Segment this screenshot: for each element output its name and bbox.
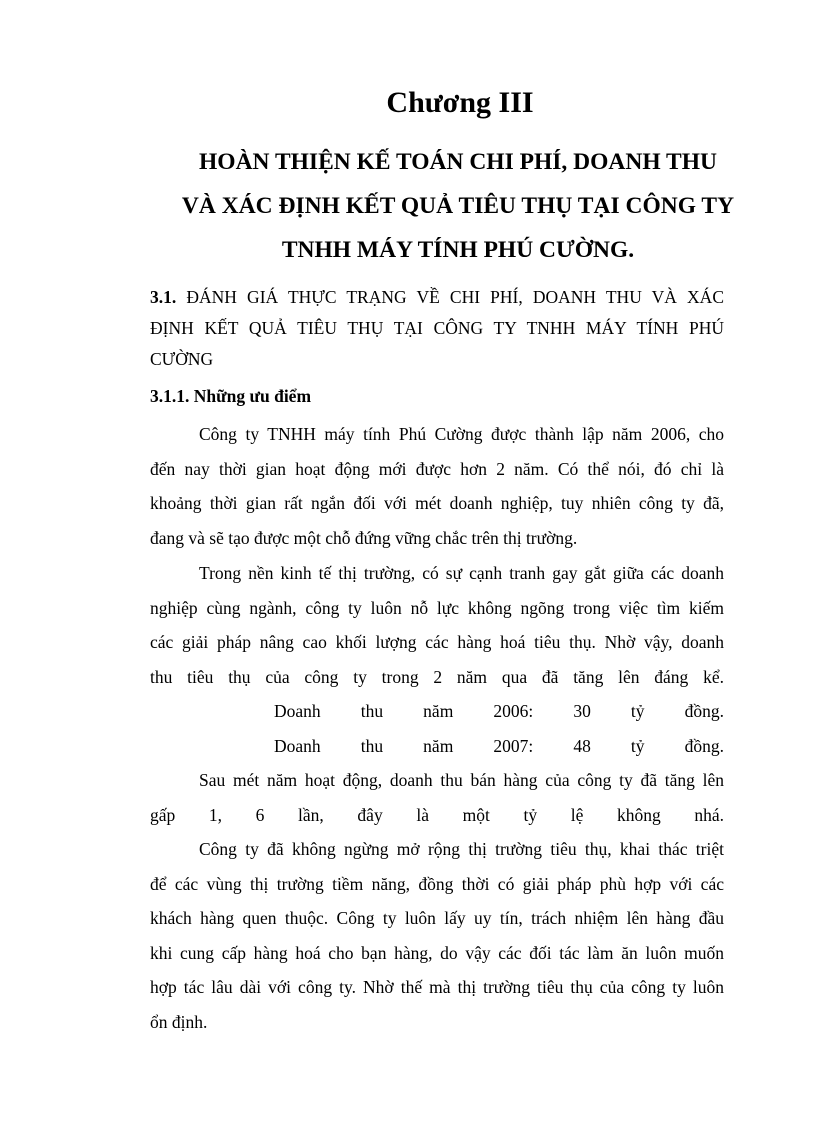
section-heading-line: ĐỊNH KẾT QUẢ TIÊU THỤ TẠI CÔNG TY TNHH MÁY TÍNH PHÚ <box>150 318 724 338</box>
text-line: Công ty TNHH máy tính Phú Cường được thành lập năm 2006, cho <box>199 424 724 444</box>
section-heading-line: CƯỜNG <box>150 349 214 369</box>
section-heading <box>150 282 724 375</box>
paragraph-3 <box>150 763 724 832</box>
section-number: 3.1. <box>150 287 177 307</box>
paragraph-2 <box>150 556 724 694</box>
chapter-title-line: VÀ XÁC ĐỊNH KẾT QUẢ TIÊU THỤ TẠI CÔNG TY <box>181 193 735 219</box>
text-line: ổn định. <box>150 1011 208 1032</box>
text-line: đang và sẽ tạo được một chỗ đứng vững chắc trên thị trường. <box>150 527 578 548</box>
text-line: các giải pháp nâng cao khối lượng các hàng hoá tiêu thụ. Nhờ vậy, doanh <box>150 632 724 653</box>
revenue-line-2007: Doanh thu năm 2007: 48 tỷ đồng. <box>274 735 724 756</box>
text-line: thu tiêu thụ của công ty trong 2 năm qua đã tăng lên đáng kể. <box>150 666 724 687</box>
chapter-title-line: HOÀN THIỆN KẾ TOÁN CHI PHÍ, DOANH THU <box>199 149 717 175</box>
section-heading-line: ĐÁNH GIÁ THỰC TRẠNG VỀ CHI PHÍ, DOANH THU VÀ XÁC <box>176 287 724 307</box>
text-line: đến nay thời gian hoạt động mới được hơn 2 năm. Có thể nói, đó chỉ là <box>150 458 724 479</box>
revenue-line-2006: Doanh thu năm 2006: 30 tỷ đồng. <box>274 701 724 721</box>
chapter-heading: Chương III <box>386 86 534 119</box>
text-line: Công ty đã không ngừng mở rộng thị trường tiêu thụ, khai thác triệt <box>199 839 724 859</box>
text-line: Sau mét năm hoạt động, doanh thu bán hàng của công ty đã tăng lên <box>199 770 724 790</box>
revenue-list <box>150 694 724 763</box>
paragraph-4 <box>150 832 724 1040</box>
text-line: gấp 1, 6 lần, đây là một tỷ lệ không nhá. <box>150 804 724 825</box>
text-line: Trong nền kinh tế thị trường, có sự cạnh tranh gay gắt giữa các doanh <box>199 563 724 583</box>
chapter-title-line: TNHH MÁY TÍNH PHÚ CƯỜNG. <box>281 237 635 263</box>
text-line: khách hàng quen thuộc. Công ty luôn lấy uy tín, trách nhiệm lên hàng đầu <box>150 908 724 929</box>
subsection-title: 3.1.1. Những ưu điểm <box>150 386 312 406</box>
chapter-title <box>100 140 816 272</box>
text-line: khi cung cấp hàng hoá cho bạn hàng, do vậy các đối tác làm ăn luôn muốn <box>150 942 724 963</box>
text-line: để các vùng thị trường tiềm năng, đồng thời có giải pháp phù hợp với các <box>150 873 724 894</box>
text-line: nghiệp cùng ngành, công ty luôn nỗ lực không ngõng trong việc tìm kiếm <box>150 597 724 618</box>
text-line: khoảng thời gian rất ngắn đối với mét doanh nghiệp, tuy nhiên công ty đã, <box>150 493 724 514</box>
text-line: hợp tác lâu dài với công ty. Nhờ thế mà thị trường tiêu thụ của công ty luôn <box>150 977 724 998</box>
paragraph-1 <box>150 417 724 555</box>
